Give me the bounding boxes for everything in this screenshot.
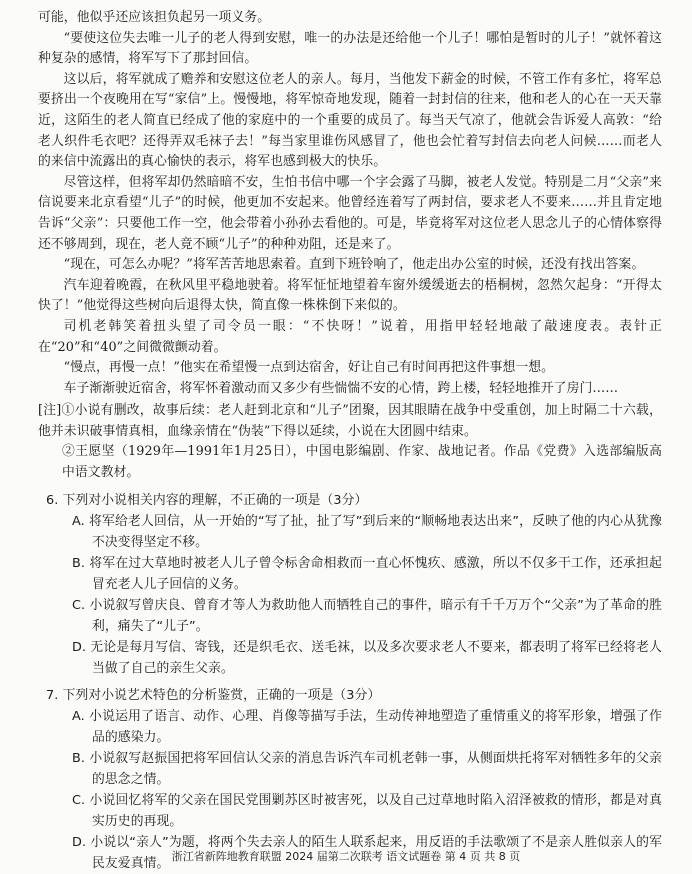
question-option: D. 小说以“亲人”为题，将两个失去亲人的陌生人联系起来，用反语的手法歌颂了不是亲人胜似亲人的军民友爱真情。	[72, 834, 662, 871]
question-block	[38, 685, 662, 874]
question-option: C. 小说叙写曾庆良、曾育才等人为救助他人而牺牲自己的事件，暗示有千千万万个“父亲”为了革命的胜利，痛失了“儿子”。	[72, 597, 662, 634]
story-paragraph: “现在，可怎么办呢？”将军苦苦地思索着。直到下班铃响了，他走出办公室的时候，还没有找出答案。	[63, 257, 645, 273]
question-stem: 6. 下列对小说相关内容的理解，不正确的一项是（3分）	[46, 492, 368, 508]
question-option: B. 小说叙写赵振国把将军回信认父亲的消息告诉汽车司机老韩一事，从侧面烘托将军对牺牲多年的父亲的思念之情。	[72, 750, 662, 787]
story-paragraph: 可能，他似乎还应该担负起另一项义务。	[38, 10, 271, 25]
question-block	[38, 490, 662, 679]
story-paragraph: 汽车迎着晚霞，在秋风里平稳地驶着。将军怔怔地望着车窗外缓缓逝去的梧桐树，忽然欠起身：“开得太快了！”他觉得这些树向后退得太快，简直像一株株倒下来似的。	[38, 277, 662, 314]
story-paragraph: 车子渐渐驶近宿舍，将军怀着激动而又多少有些惴惴不安的心情，跨上楼，轻轻地推开了房门……	[63, 380, 619, 396]
story-paragraph: “慢点，再慢一点！”他实在希望慢一点到达宿舍，好让自己有时间再把这件事想一想。	[63, 360, 555, 376]
question-stem: 7. 下列对小说艺术特色的分析鉴赏，正确的一项是（3分）	[46, 687, 381, 703]
note-line-2: ②王愿坚（1929年—1991年1月25日），中国电影编剧、作家、战地记者。作品《党费》入选部编版高中语文教材。	[62, 444, 662, 481]
question-option: A. 将军给老人回信，从一开始的“写了扯，扯了写”到后来的“顺畅地表达出来”，反映了他的内心从犹豫不决变得坚定不移。	[72, 513, 662, 550]
annotation-note	[38, 401, 662, 483]
question-option: A. 小说运用了语言、动作、心理、肖像等描写手法，生动传神地塑造了重情重义的将军形象，增强了作品的感染力。	[72, 708, 662, 745]
story-text	[38, 8, 662, 399]
story-paragraph: 司机老韩笑着扭头望了司令员一眼：“不快呀！”说着，用指甲轻轻地敲了敲速度表。表针正在“20”和“40”之间微微颤动着。	[38, 318, 662, 355]
question-option: D. 无论是每月写信、寄钱，还是织毛衣、送毛袜，以及多次要求老人不要来，都表明了将军已经将老人当做了自己的亲生父亲。	[72, 639, 662, 676]
question-option: B. 将军在过大草地时被老人儿子曾令标舍命相救而一直心怀愧疚、感激，所以不仅多干工作，还承担起冒充老人儿子回信的义务。	[72, 555, 662, 592]
note-line-1: [注]①小说有删改，故事后续：老人赶到北京和“儿子”团聚，因其眼睛在战争中受重创，加上时隔二十六载，他并未识破事情真相，血缘亲情在“伪装”下得以延续，小说在大团圆中结束。	[38, 403, 662, 439]
story-paragraph: 这以后，将军就成了赡养和安慰这位老人的亲人。每月，当他发下薪金的时候，不管工作有多忙，将军总要挤出一个夜晚用在写“家信”上。慢慢地，将军惊奇地发现，随着一封封信的往来，他和老人的心在一天天靠近，这陌生的老人简直已经成了他的家庭中的一个重要的成员了。每当天气凉了，他就会告诉爱人高敦：“给老人织件毛衣吧？还得弄双毛袜子去！”每当家里谁伤风感冒了，他也会忙着写封信去向老人问候……而老人的来信中流露出的真心愉快的表示，将军也感到极大的快乐。	[38, 71, 662, 170]
question-option: C. 小说回忆将军的父亲在国民党围剿苏区时被害死，以及自己过草地时陷入沼泽被救的情形，都是对真实历史的再现。	[72, 792, 662, 829]
story-paragraph: 尽管这样，但将军却仍然暗暗不安，生怕书信中哪一个字会露了马脚，被老人发觉。特别是二月“父亲”来信说要来北京看望“儿子”的时候，他更加不安起来。他曾经连着写了两封信，要求老人不要来……并且肯定地告诉“父亲”：只要他工作一空，他会带着小孙孙去看他的。可是，毕竟将军对这位老人思念儿子的心情体察得还不够周到，现在，老人竟不顾“儿子”的种种劝阻，还是来了。	[38, 174, 662, 252]
story-paragraph: “要使这位失去唯一儿子的老人得到安慰，唯一的办法是还给他一个儿子！哪怕是暂时的儿子！”就怀着这种复杂的感情，将军写下了那封回信。	[38, 30, 662, 67]
page-footer: 浙江省新阵地教育联盟 2024 届第二次联考 语文试题卷 第 4 页 共 8 页	[171, 850, 521, 863]
question-list	[38, 490, 662, 874]
